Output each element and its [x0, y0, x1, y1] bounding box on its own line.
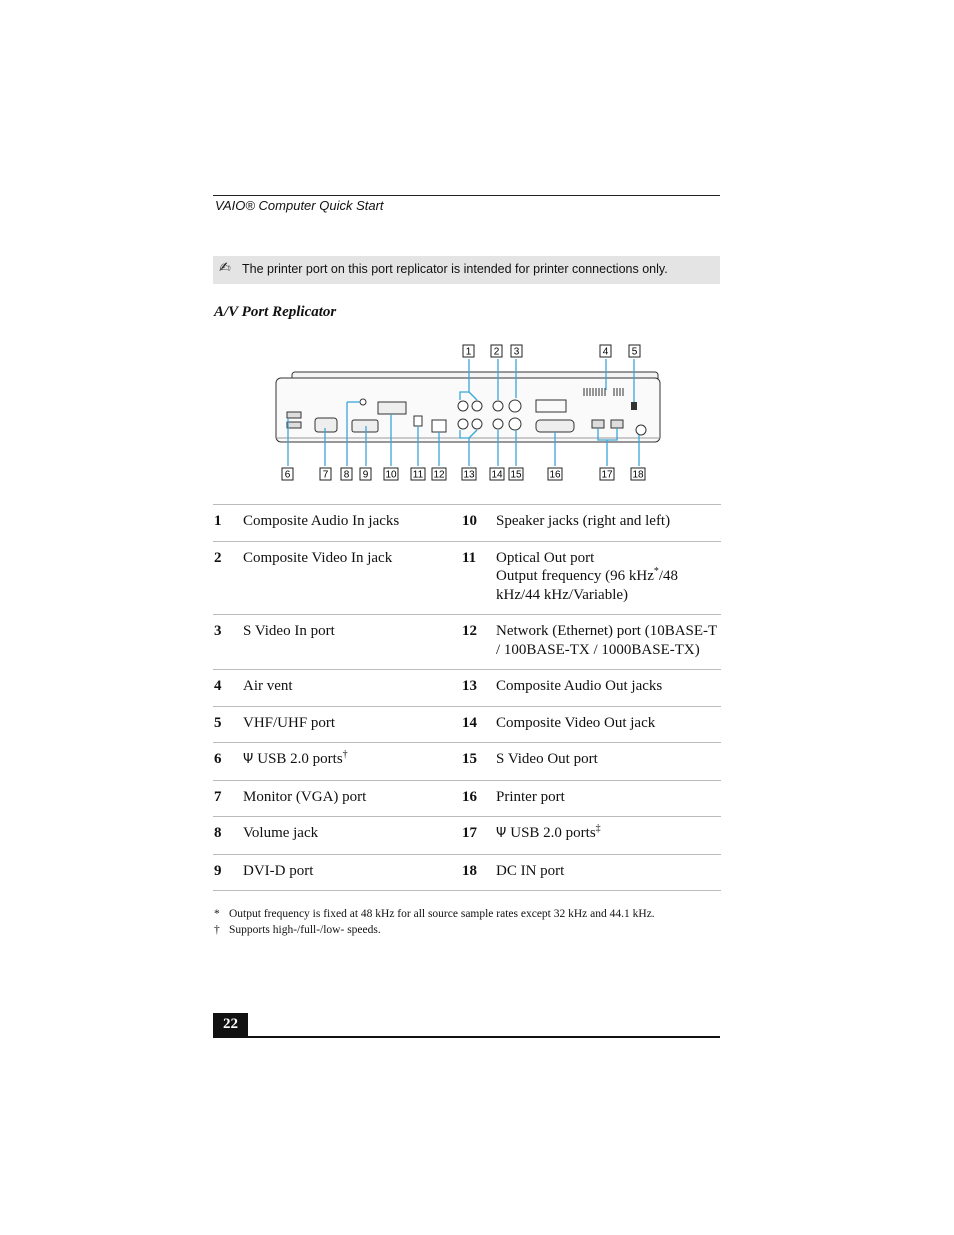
port-number: 14 — [462, 714, 477, 731]
port-number: 6 — [214, 751, 222, 767]
port-label — [496, 817, 721, 855]
callout-11: 11 — [412, 469, 424, 481]
footnote-text: Supports high-/full-/low- speeds. — [229, 923, 381, 936]
callout-13: 13 — [463, 469, 475, 481]
header-title: VAIO® Computer Quick Start — [215, 198, 384, 213]
optical-port — [414, 416, 422, 426]
port-label: Monitor (VGA) port — [243, 788, 367, 805]
port-number: 8 — [214, 825, 222, 841]
vga-port — [315, 418, 337, 432]
callout-9: 9 — [362, 469, 369, 481]
callout-6: 6 — [284, 469, 291, 481]
port-label: Printer port — [496, 788, 565, 805]
table-row — [213, 817, 721, 855]
speaker-jacks — [378, 402, 406, 414]
port-label: Composite Audio Out jacks — [496, 678, 663, 694]
callout-14: 14 — [491, 469, 503, 481]
port-number: 12 — [462, 623, 477, 639]
callout-3: 3 — [513, 346, 520, 358]
port-label: VHF/UHF port — [243, 714, 336, 731]
callout-4: 4 — [602, 346, 609, 358]
callout-1: 1 — [465, 346, 472, 358]
table-row — [213, 615, 721, 670]
port-number: 7 — [214, 788, 222, 805]
table-row — [213, 541, 721, 615]
port-label: DC IN port — [496, 862, 565, 879]
port-label: Volume jack — [243, 825, 319, 841]
port-number: 18 — [462, 862, 477, 879]
callout-16: 16 — [549, 469, 561, 481]
ports-table — [213, 504, 721, 891]
port-label: S Video Out port — [496, 751, 598, 767]
port-label: Composite Video Out jack — [496, 714, 656, 731]
port-label: S Video In port — [243, 623, 335, 639]
callout-8: 8 — [343, 469, 350, 481]
dc-in-port — [636, 425, 646, 435]
port-label-text: USB 2.0 ports — [257, 751, 343, 767]
port-label: Speaker jacks (right and left) — [496, 513, 671, 529]
footnote — [214, 923, 655, 939]
port-replicator-figure — [270, 340, 670, 485]
footnote — [214, 907, 655, 923]
footnote-ref: ‡ — [595, 823, 601, 834]
callout-15: 15 — [510, 469, 522, 481]
port-number: 4 — [214, 678, 222, 694]
bottom-callouts — [282, 468, 645, 481]
table-row — [213, 743, 721, 781]
port-number: 10 — [462, 513, 477, 529]
port-label-line2b: /48 kHz/44 kHz/Variable) — [496, 568, 679, 603]
callout-17: 17 — [601, 469, 613, 481]
port-label — [243, 743, 462, 781]
port-number: 1 — [214, 513, 222, 529]
port-label-text: USB 2.0 ports — [510, 825, 596, 841]
port-label-line1: Optical Out port — [496, 549, 595, 566]
table-row — [213, 854, 721, 891]
table-row — [213, 706, 721, 743]
usb-icon: Ψ — [496, 826, 507, 841]
callout-7: 7 — [322, 469, 329, 481]
section-title: A/V Port Replicator — [214, 304, 337, 320]
port-number: 15 — [462, 751, 477, 767]
printer-port — [536, 420, 574, 432]
port-number: 16 — [462, 788, 477, 805]
note-text: The printer port on this port replicator is intended for printer connections only. — [242, 262, 668, 276]
dvi-port — [352, 420, 378, 432]
port-number: 9 — [214, 862, 222, 879]
port-number: 17 — [462, 825, 477, 841]
callout-2: 2 — [493, 346, 500, 358]
port-label: Composite Video In jack — [243, 549, 393, 566]
callout-10: 10 — [385, 469, 397, 481]
table-row — [213, 780, 721, 817]
footnotes — [214, 907, 655, 938]
table-row — [213, 505, 721, 542]
footer-rule — [213, 1036, 720, 1038]
port-number: 2 — [214, 549, 222, 566]
port-label-line2: Output frequency (96 kHz — [496, 568, 654, 584]
note-box — [213, 256, 720, 284]
callout-18: 18 — [632, 469, 644, 481]
table-row — [213, 670, 721, 707]
note-pencil-icon: ✍ — [219, 260, 231, 276]
port-number: 13 — [462, 678, 477, 694]
port-label: DVI-D port — [243, 862, 314, 879]
port-label: Air vent — [243, 678, 293, 694]
top-callouts — [463, 345, 640, 358]
port-number: 11 — [462, 549, 477, 566]
usb-icon: Ψ — [243, 752, 254, 767]
port-label: Network (Ethernet) port (10BASE-T / 100BASE-TX / 1000BASE-TX) — [496, 623, 717, 658]
callout-12: 12 — [433, 469, 445, 481]
callout-5: 5 — [631, 346, 638, 358]
port-number: 5 — [214, 714, 222, 731]
port-label: Composite Audio In jacks — [243, 513, 400, 529]
footnote-mark: † — [214, 923, 220, 936]
footnote-text: Output frequency is fixed at 48 kHz for all source sample rates except 32 kHz and 44.1 kHz. — [229, 908, 655, 920]
footnote-ref: * — [653, 566, 659, 577]
port-number: 3 — [214, 623, 222, 639]
port-label — [496, 541, 721, 615]
page-number: 22 — [213, 1013, 248, 1037]
volume-jack — [360, 399, 366, 405]
header-rule — [213, 195, 720, 196]
footnote-ref: † — [342, 749, 348, 760]
ethernet-port — [432, 420, 446, 432]
vhf-port — [631, 402, 637, 410]
footnote-mark: * — [214, 908, 220, 920]
